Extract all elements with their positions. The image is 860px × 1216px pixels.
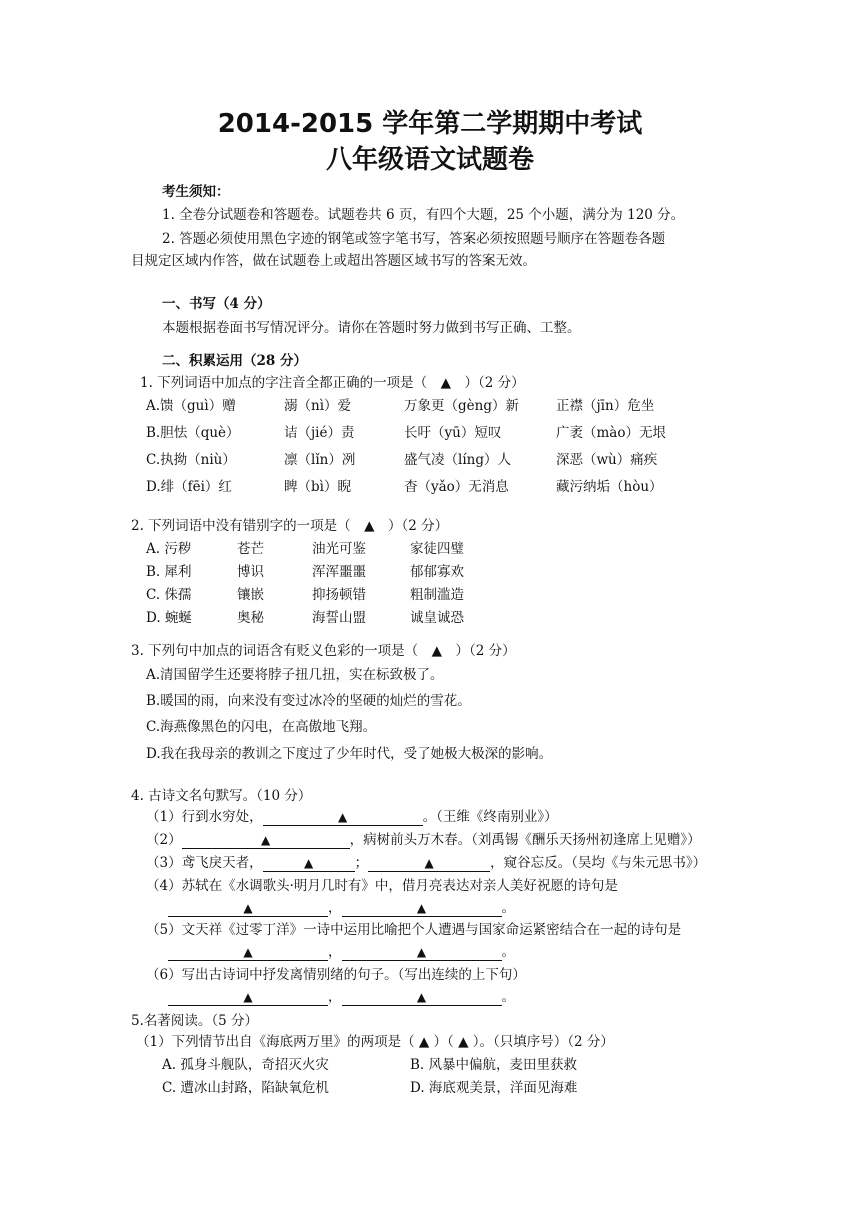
q2-b4: 郁郁寡欢 (410, 564, 464, 580)
notice-item-1: 1. 全卷分试题卷和答题卷。试题卷共 6 页，有四个大题，25 个小题，满分为 120 分。 (162, 207, 685, 223)
q4-part2: （2） ▲ ，病树前头万木春。（刘禹锡《酬乐天扬州初逢席上见赠》） (146, 832, 701, 848)
q4-part6: （6）写出古诗词中抒发离情别绪的句子。（写出连续的上下句） (146, 967, 526, 983)
answer-blank[interactable]: ▲ (168, 900, 328, 917)
q2-c1: C. 侏孺 (146, 587, 192, 603)
q2-b2: 博识 (237, 564, 264, 580)
notice-item-2a: 2. 答题必须使用黑色字迹的钢笔或签字笔书写，答案必须按照题号顺序在答题卷各题 (162, 231, 666, 247)
q1-c3: 盛气凌（líng）人 (404, 452, 511, 468)
q1-d4: 藏污纳垢（hòu） (556, 479, 663, 495)
q1-c1: C.执拗（niù） (146, 452, 236, 468)
q3-option-b: B.暖国的雨，向来没有变过冰冷的坚硬的灿烂的雪花。 (146, 693, 471, 709)
title-line-2: 八年级语文试题卷 (325, 145, 534, 175)
answer-blank[interactable]: ▲ (342, 900, 502, 917)
q2-a4: 家徒四璧 (410, 541, 464, 557)
q1-d1: D.绯（fēi）红 (146, 479, 232, 495)
answer-blank[interactable]: ▲ (342, 989, 502, 1006)
answer-blank[interactable]: ▲ (368, 855, 490, 872)
section1-heading: 一、书写（4 分） (162, 296, 271, 312)
q3-option-d: D.我在我母亲的教训之下度过了少年时代，受了她极大极深的影响。 (146, 746, 553, 762)
q1-a3: 万象更（gèng）新 (404, 398, 519, 414)
q2-b3: 浑浑噩噩 (312, 564, 366, 580)
q5-stem: 5.名著阅读。（5 分） (131, 1013, 259, 1029)
answer-blank[interactable]: ▲ (168, 989, 328, 1006)
q5-option-a: A. 孤身斗舰队，奇招灭火灾 (162, 1057, 329, 1073)
q2-d2: 奥秘 (237, 610, 264, 626)
q4-part1: （1）行到水穷处， ▲ 。（王维《终南别业》） (146, 809, 558, 825)
q2-c4: 粗制滥造 (410, 587, 464, 603)
q2-d4: 诚皇诚恐 (410, 610, 464, 626)
q2-d3: 海誓山盟 (312, 610, 366, 626)
q1-a1: A.馈（guì）赠 (146, 398, 236, 414)
q3-option-c: C.海燕像黑色的闪电，在高傲地飞翔。 (146, 719, 377, 735)
q2-stem: 2. 下列词语中没有错别字的一项是（ ▲ ）（2 分） (131, 518, 449, 534)
q1-d2: 睥（bì）睨 (284, 479, 351, 495)
notice-item-2b: 目规定区域内作答，做在试题卷上或超出答题区域书写的答案无效。 (131, 253, 536, 269)
q4-stem: 4. 古诗文名句默写。（10 分） (131, 788, 312, 804)
answer-blank[interactable]: ▲ (168, 944, 328, 961)
q4-part5-blanks: ▲ ， ▲ 。 (168, 943, 515, 961)
notice-heading: 考生须知： (162, 184, 230, 200)
q1-a4: 正襟（jīn）危坐 (556, 398, 655, 414)
q3-stem: 3. 下列句中加点的词语含有贬义色彩的一项是（ ▲ ）（2 分） (131, 643, 516, 659)
q1-b4: 广袤（mào）无垠 (556, 425, 666, 441)
answer-blank[interactable]: ▲ (263, 855, 355, 872)
answer-blank[interactable]: ▲ (182, 832, 350, 849)
answer-blank[interactable]: ▲ (263, 809, 423, 826)
q2-c3: 抑扬顿错 (312, 587, 366, 603)
q2-a2: 苍芒 (237, 541, 264, 557)
answer-blank[interactable]: ▲ (342, 944, 502, 961)
q5-option-c: C. 遭冰山封路，陷缺氧危机 (162, 1080, 329, 1096)
q4-part6-blanks: ▲ ， ▲ 。 (168, 988, 515, 1006)
q1-c4: 深恶（wù）痛疾 (556, 452, 658, 468)
q4-part4: （4）苏轼在《水调歌头·明月几时有》中，借月亮表达对亲人美好祝愿的诗句是 (146, 878, 618, 894)
q1-b3: 长吁（yū）短叹 (404, 425, 502, 441)
q1-c2: 凛（lǐn）冽 (284, 452, 356, 468)
q2-a1: A. 污秽 (146, 541, 192, 557)
q4-part3: （3）鸢飞戾天者， ▲ ； ▲ ，窥谷忘反。（吴均《与朱元思书》） (146, 855, 707, 871)
q2-a3: 油光可鉴 (312, 541, 366, 557)
section1-body: 本题根据卷面书写情况评分。请你在答题时努力做到书写正确、工整。 (162, 320, 581, 336)
q4-part4-blanks: ▲ ， ▲ 。 (168, 899, 515, 917)
q2-d1: D. 蜿蜒 (146, 610, 192, 626)
q1-stem: 1. 下列词语中加点的字注音全都正确的一项是（ ▲ ）（2 分） (140, 375, 525, 391)
q1-b2: 诘（jié）责 (284, 425, 355, 441)
q1-a2: 溺（nì）爱 (284, 398, 352, 414)
section2-heading: 二、积累运用（28 分） (162, 353, 307, 369)
q5-sub1: （1）下列情节出自《海底两万里》的两项是（ ▲ ）（ ▲ ）。（只填序号）（2 分） (136, 1034, 614, 1050)
q5-option-b: B. 风暴中偏航，麦田里获救 (410, 1057, 578, 1073)
q2-b1: B. 犀利 (146, 564, 192, 580)
q4-part5: （5）文天祥《过零丁洋》一诗中运用比喻把个人遭遇与国家命运紧密结合在一起的诗句是 (146, 922, 682, 938)
title-line-1: 2014-2015 学年第二学期期中考试 (217, 109, 643, 139)
q1-b1: B.胆怯（què） (146, 425, 240, 441)
q2-c2: 镶嵌 (237, 587, 264, 603)
q5-option-d: D. 海底观美景，洋面见海难 (410, 1080, 578, 1096)
q3-option-a: A.清国留学生还要将脖子扭几扭，实在标致极了。 (146, 667, 444, 683)
q1-d3: 杳（yǎo）无消息 (404, 479, 509, 495)
